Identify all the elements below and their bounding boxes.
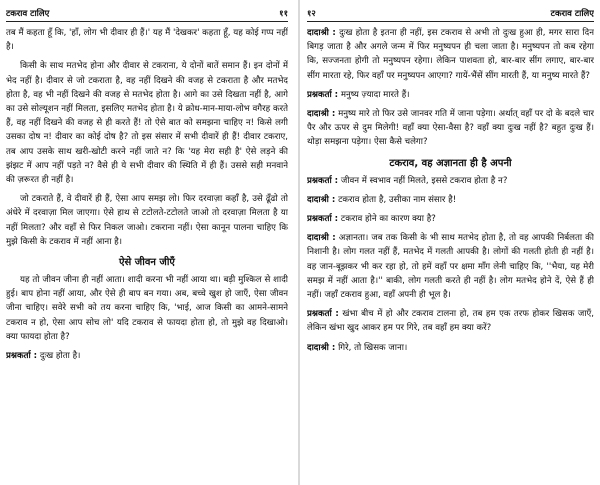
- right-page-number: १२: [307, 9, 316, 19]
- speaker-label: प्रश्नकर्ता :: [307, 214, 339, 225]
- dialogue-text: अज्ञानता। जब तक किसी के भी साथ मतभेद होता है, तो वह आपकी निर्बलता की निशानी है। लोग गलत नहीं हैं, मतभेद में गलती आपकी है। लोगों की गलती होती ही नहीं है। वह जान-बूझकर भी कर रहा हो, तो हमें वहाँ पर क्षमा माँग लेनी चाहिए कि, ''भैया, यह मेरी समझ में नहीं आता है।'' बाकी, लोग गलती करते ही नहीं है। लोग मतभेद होने दें, ऐसे हैं ही नहीं। जहाँ टकराव हुआ, वहाँ अपनी ही भूल है।: [307, 233, 594, 301]
- dialogue-text: खंभा बीच में हो और टकराव टालना हो, तब हम एक तरफ होकर खिसक जाएँ, लेकिन खंभा खुद आकर हम पर गिरे, तब वहाँ हम क्या करें?: [307, 309, 594, 334]
- dialogue-text: दुःख होता है।: [39, 351, 81, 362]
- question-line: [307, 88, 594, 102]
- section-heading: टकराव, वह अज्ञानता ही है अपनी: [389, 157, 512, 169]
- speaker-label: प्रश्नकर्ता :: [307, 309, 339, 320]
- left-paragraph: किसी के साथ मतभेद होना और दीवार से टकराना, ये दोनों बातें समान हैं। इन दोनों में भेद नहीं है। दीवार से जो टकराता है, वह नहीं दिखने की वजह से टकराता है और मतभेद होता है, वह भी नहीं दिखने की वजह से मतभेद होता है। आगे का उसे दिखता नहीं है, आगे का उसे सोल्यूशन नहीं मिलता, इसलिए मतभेद होता है। ये क्रोध-मान-माया-लोभ वगैरह करते हैं, वह नहीं दिखने की वजह से ही करते हैं! तो ऐसे बात को समझना चाहिए न! किसे लगी उसका दोष न! दीवार का कोई दोष है? तो इस संसार में सभी दीवारें ही हैं! दीवार टकराए, तब आप उसके साथ खरी-खोटी करने नहीं जाते न? कि 'यह मेरा सही है' ऐसे लड़ने की झंझट में आप नहीं पड़ते न? वैसे ही ये सभी दीवार की स्थिति में ही हैं। उससे सही मनवाने की ज़रूरत ही नहीं है।: [6, 61, 288, 186]
- dialogue-text: मनुष्य मारे तो फिर उसे जानवर गति में जाना पड़ेगा। अर्थात् वहाँ पर दो के बदले चार पैर और ऊपर से दुम मिलेगी! वहाँ क्या ऐसा-वैसा है? वहाँ क्या दुःख नहीं है? बहुत दुःख हैं। थोड़ा समझना पड़ेगा। ऐसा कैसे चलेगा?: [307, 109, 594, 148]
- left-page: [6, 8, 288, 478]
- dialogue-text: मनुष्य ज़्यादा मारते हैं।: [340, 89, 410, 100]
- speaker-label: दादाश्री :: [307, 194, 336, 205]
- answer-line: [307, 193, 594, 207]
- speaker-label: दादाश्री :: [307, 233, 336, 244]
- answer-line: [307, 26, 594, 83]
- answer-line: [307, 107, 594, 150]
- left-page-header: [6, 8, 288, 22]
- speaker-label: प्रश्नकर्ता :: [307, 89, 339, 100]
- left-page-number: ११: [279, 9, 288, 19]
- right-header-title: टकराव टालिए: [550, 9, 594, 19]
- speaker-label: दादाश्री :: [307, 28, 336, 38]
- question-line: [307, 212, 594, 226]
- book-gutter: [298, 0, 300, 485]
- answer-line: [307, 231, 594, 302]
- right-page: [307, 8, 594, 478]
- right-page-header: [307, 8, 594, 22]
- speaker-label: दादाश्री :: [307, 342, 336, 353]
- dialogue-text: टकराव होता है, उसीका नाम संसार है!: [338, 194, 457, 205]
- left-paragraph: तब मैं कहता हूँ कि, 'हाँ, लोग भी दीवार ही हैं।' यह मैं 'देखकर' कहता हूँ, यह कोई गप्प नहीं है।: [6, 28, 288, 53]
- left-paragraph: जो टकराते हैं, वे दीवारें ही हैं, ऐसा आप समझ लो। फिर दरवाज़ा कहाँ है, उसे ढूँढो तो अंधेरे में दरवाज़ा मिल जाएगा। ऐसे हाथ से टटोलते-टटोलते जाओ तो दरवाज़ा मिलता है या नहीं मिलता? और वहाँ से फिर निकल जाओ। टकराना नहीं। ऐसा कानून पालना चाहिए कि मुझे किसी के टकराव में नहीं आना है।: [6, 194, 288, 247]
- speaker-label: दादाश्री :: [307, 109, 336, 120]
- speaker-label: प्रश्नकर्ता :: [307, 175, 339, 186]
- question-line: [307, 174, 594, 188]
- question-line: [307, 307, 594, 335]
- question-line: [6, 349, 288, 363]
- dialogue-text: टकराव होने का कारण क्या है?: [340, 214, 436, 225]
- left-header-title: टकराव टालिए: [6, 9, 50, 19]
- speaker-label: प्रश्नकर्ता :: [6, 351, 38, 362]
- dialogue-text: दुःख होता है इतना ही नहीं, इस टकराव से अभी तो दुःख हुआ ही, मगर सारा दिन बिगड़ जाता है और अगले जन्म में फिर मनुष्यपन ही चला जाता है। मनुष्यपन तो कब रहेगा कि, सज्जनता होगी तो मनुष्यपन रहेगा। लेकिन पाशवता हो, बार-बार सींग लगाए, बार-बार सींग मारता रहे, फिर वहाँ पर मनुष्यपन आएगा? गायें-भैंसें सींग मारती हैं, या मनुष्य मारते हैं?: [307, 28, 594, 81]
- section-heading: ऐसे जीवन जीएँ: [119, 257, 175, 269]
- dialogue-text: जीवन में स्वभाव नहीं मिलते, इससे टकराव होता है न?: [340, 175, 508, 186]
- answer-line: [307, 341, 594, 355]
- left-paragraph: यह तो जीवन जीना ही नहीं आता। शादी करना भी नहीं आया था। बड़ी मुश्किल से शादी हुई। बाप होना नहीं आया, और ऐसे ही बाप बन गया। अब, बच्चे खुश हो जाएँ, ऐसा जीवन जीना चाहिए। सवेरे सभी को तय करना चाहिए कि, 'भाई, आज किसी का आमने-सामने टकराव न हो, ऐसा आप सोच लो' यदि टकराव से फायदा होता हो, तो मुझे वह दिखाओ। क्या फायदा होता है?: [6, 275, 288, 342]
- dialogue-text: गिरे, तो खिसक जाना।: [338, 342, 408, 353]
